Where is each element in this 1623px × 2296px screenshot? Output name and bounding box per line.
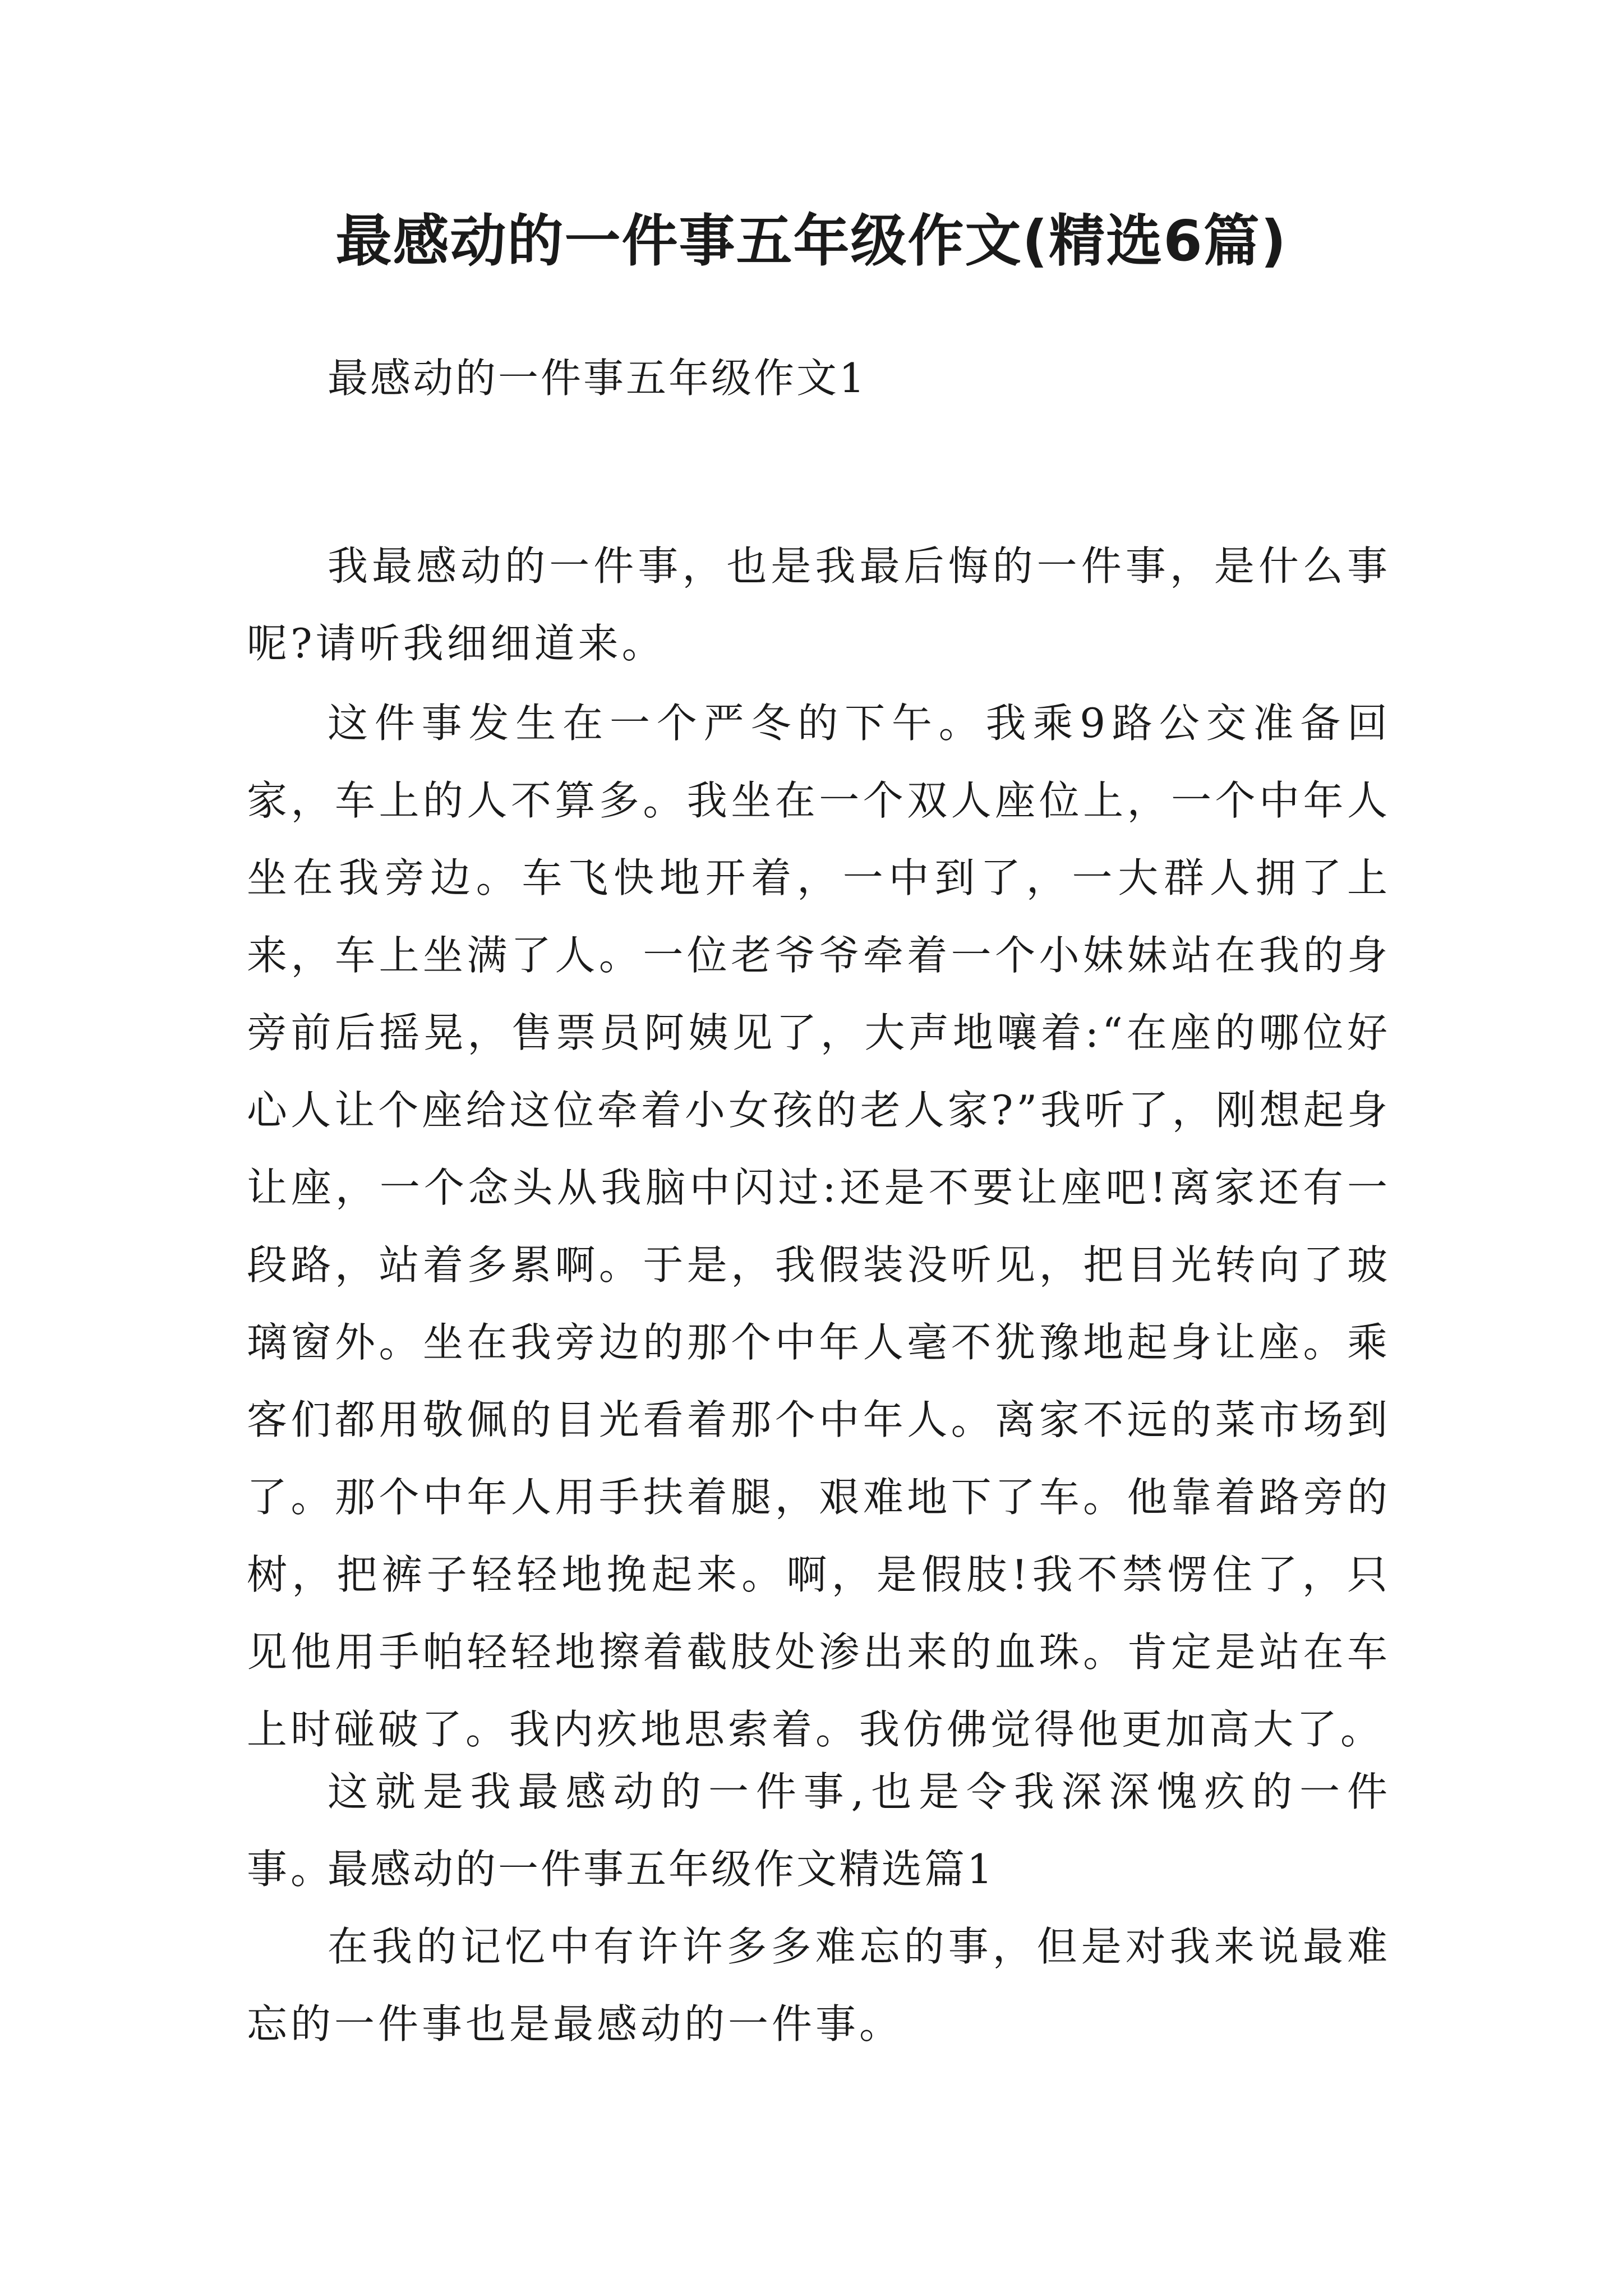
paragraph-text: 这件事发生在一个严冬的下午。我乘9路公交准备回家，车上的人不算多。我坐在一个双人座位上，一个中年人坐在我旁边。车飞快地开着，一中到了，一大群人拥了上来，车上坐满了人。一位老爷爷牵着一个小妹妹站在我的身旁前后摇晃，售票员阿姨见了，大声地嚷着:“在座的哪位好心人让个座给这位牵着小女孩的老人家?”我听了，刚想起身让座，一个念头从我脑中闪过:还是不要让座吧!离家还有一段路，站着多累啊。于是，我假装没听见，把目光转向了玻璃窗外。坐在我旁边的那个中年人毫不犹豫地起身让座。乘客们都用敬佩的目光看着那个中年人。离家不远的菜市场到了。那个中年人用手扶着腿，艰难地下了车。他靠着路旁的树，把裤子轻轻地挽起来。啊，是假肢!我不禁愣住了，只见他用手帕轻轻地擦着截肢处渗出来的血珠。肯定是站在车上时碰破了。我内疚地思索着。我仿佛觉得他更加高大了。: [247, 700, 1391, 1753]
section-heading-1: [247, 339, 1391, 417]
document-title: 最感动的一件事五年级作文(精选6篇): [335, 208, 1288, 274]
paragraph-text: 我最感动的一件事，也是我最后悔的一件事，是什么事呢?请听我细细道来。: [247, 542, 1391, 667]
section-heading-text: 最感动的一件事五年级作文1: [328, 355, 867, 402]
section-heading-2: [247, 1830, 1391, 1908]
paragraph-text: 这就是我最感动的一件事,也是令我深深愧疚的一件事。: [247, 1768, 1391, 1893]
paragraph-story: [247, 684, 1391, 1768]
section-heading-text: 最感动的一件事五年级作文精选篇1: [328, 1846, 995, 1893]
paragraph-second-essay: [247, 1908, 1391, 2063]
paragraph-intro: [247, 527, 1391, 682]
paragraph-text: 在我的记忆中有许许多多难忘的事，但是对我来说最难忘的一件事也是最感动的一件事。: [247, 1923, 1391, 2047]
